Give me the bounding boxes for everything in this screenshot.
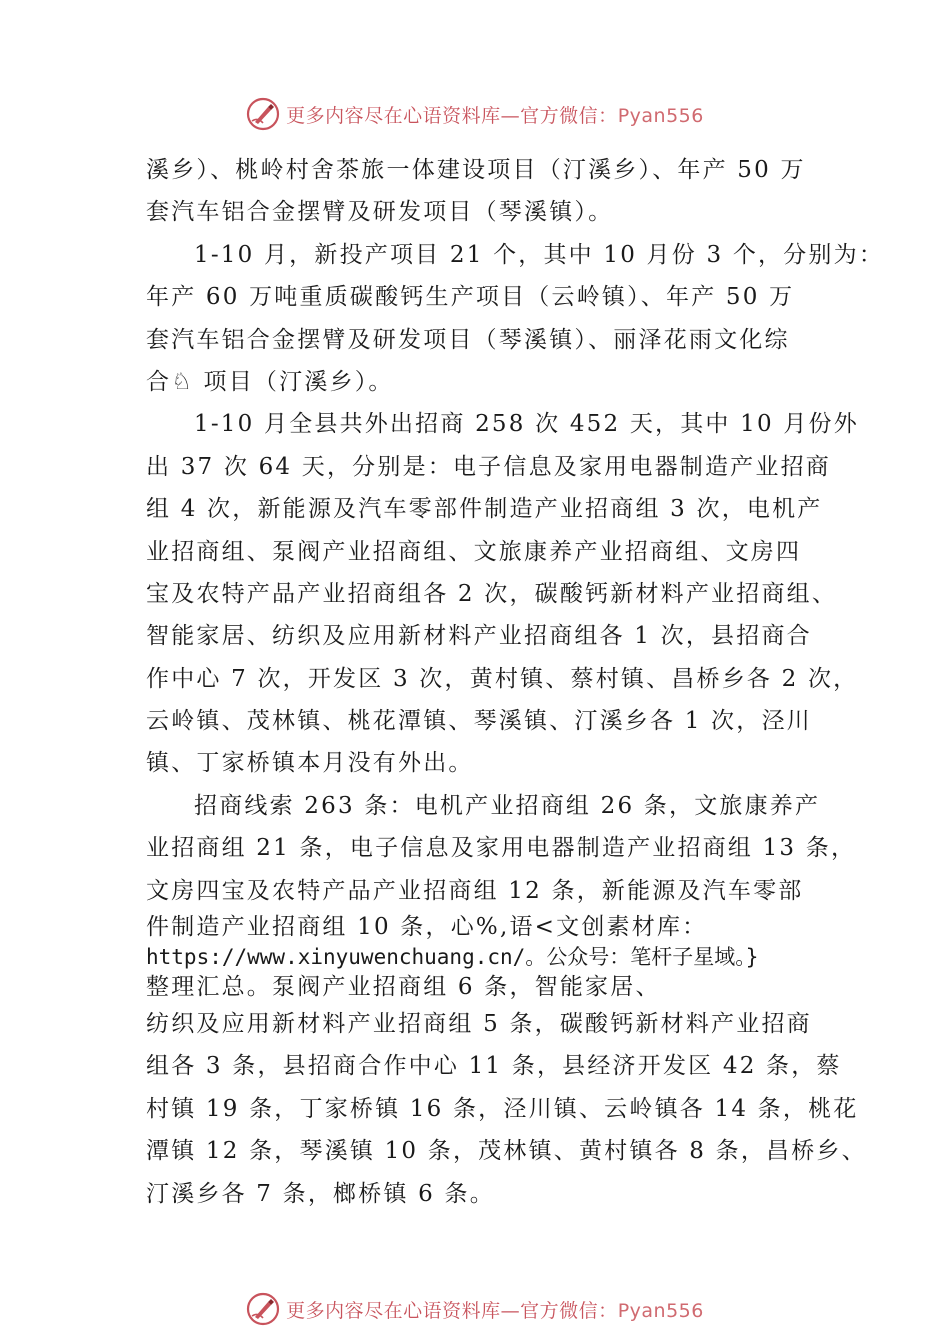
paragraph-2 (146, 234, 885, 404)
watermark-wechat-label: 官方微信： (520, 1299, 618, 1322)
text-line: 年产 60 万吨重质碳酸钙生产项目（云岭镇）、年产 50 万 (146, 284, 795, 311)
watermark-label: 更多内容尽在心语资料库 (286, 104, 501, 127)
text-line: 智能家居、纺织及应用新材料产业招商组各 1 次，县招商合 (146, 623, 812, 650)
watermark-text (286, 101, 704, 128)
watermark-banner-bottom (0, 1289, 950, 1329)
text-line: 合♘ 项目（汀溪乡）。 (146, 368, 394, 395)
watermark-label: 更多内容尽在心语资料库 (286, 1299, 501, 1322)
text-line: 套汽车铝合金摆臂及研发项目（琴溪镇）。 (146, 199, 614, 226)
text-line: 1-10 月，新投产项目 21 个，其中 10 月份 3 个，分别为： (194, 241, 885, 268)
watermark-banner-top (0, 94, 950, 134)
paragraph-4 (146, 785, 867, 1215)
text-line: 组各 3 条，县招商合作中心 11 条，县经济开发区 42 条，蔡 (146, 1053, 842, 1080)
document-body (146, 149, 885, 1215)
watermark-dash: — (500, 1299, 521, 1322)
text-line: 整理汇总。泵阀产业招商组 6 条，智能家居、 (146, 974, 661, 1001)
text-line: 出 37 次 64 天，分别是：电子信息及家用电器制造产业招商 (146, 453, 831, 480)
text-line: 业招商组 21 条，电子信息及家用电器制造产业招商组 13 条， (146, 835, 857, 862)
text-line: 宝及农特产品产业招商组各 2 次，碳酸钙新材料产业招商组、 (146, 580, 838, 607)
watermark-text (286, 1296, 704, 1323)
text-line: 溪乡）、桃岭村舍茶旅一体建设项目（汀溪乡）、年产 50 万 (146, 157, 806, 183)
text-line: 文房四宝及农特产品产业招商组 12 条，新能源及汽车零部 (146, 877, 804, 904)
text-line: 潭镇 12 条，琴溪镇 10 条，茂林镇、黄村镇各 8 条，昌桥乡、 (146, 1138, 867, 1165)
watermark-wechat-id: Pyan556 (617, 104, 704, 127)
text-line: 1-10 月全县共外出招商 258 次 452 天，其中 10 月份外 (194, 411, 859, 438)
watermark-dash: — (500, 104, 521, 127)
watermark-wechat-label: 官方微信： (520, 104, 618, 127)
text-line: 云岭镇、茂林镇、桃花潭镇、琴溪镇、汀溪乡各 1 次，泾川 (146, 708, 812, 735)
text-line: 作中心 7 次，开发区 3 次，黄村镇、蔡村镇、昌桥乡各 2 次， (146, 665, 859, 692)
pen-logo-icon (246, 97, 280, 131)
text-line: 汀溪乡各 7 条，榔桥镇 6 条。 (146, 1180, 495, 1207)
paragraph-1 (146, 149, 816, 234)
text-line: 招商线索 263 条：电机产业招商组 26 条，文旅康养产 (194, 792, 821, 819)
pen-logo-icon (246, 1292, 280, 1326)
text-line: 纺织及应用新材料产业招商组 5 条，碳酸钙新材料产业招商 (146, 1011, 812, 1038)
text-line: 镇、丁家桥镇本月没有外出。 (146, 750, 474, 777)
text-line: 件制造产业招商组 10 条，心%,语<文创素材库： (146, 914, 708, 941)
watermark-wechat-id: Pyan556 (617, 1299, 704, 1322)
text-line: 套汽车铝合金摆臂及研发项目（琴溪镇）、丽泽花雨文化综 (146, 326, 790, 353)
paragraph-3 (146, 403, 859, 785)
text-line: 村镇 19 条，丁家桥镇 16 条，泾川镇、云岭镇各 14 条，桃花 (146, 1095, 859, 1122)
text-line-url: https://www.xinyuwenchuang.cn/。公众号：笔杆子星域。} (146, 945, 759, 970)
text-line: 业招商组、泵阀产业招商组、文旅康养产业招商组、文房四 (146, 538, 802, 565)
text-line: 组 4 次，新能源及汽车零部件制造产业招商组 3 次，电机产 (146, 496, 823, 523)
